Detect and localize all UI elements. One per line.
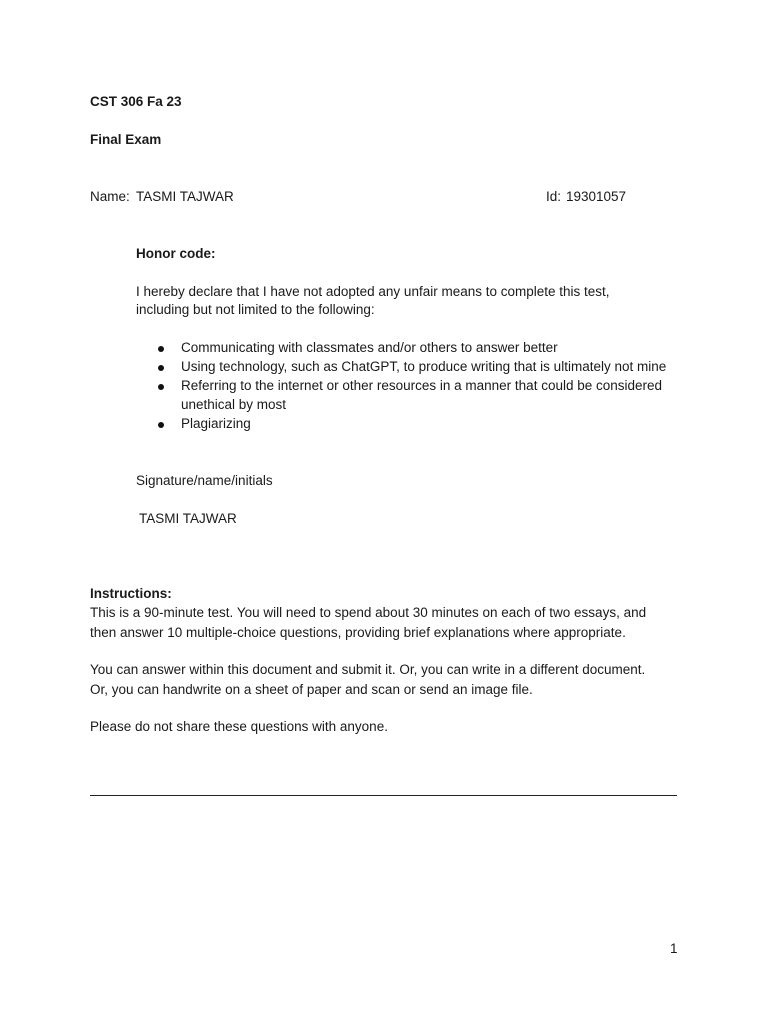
id-value: 19301057 — [566, 189, 627, 204]
instructions-heading: Instructions: — [90, 586, 172, 601]
honor-bullet-3: Referring to the internet or other resources in a manner that could be considered — [181, 378, 663, 393]
horizontal-divider — [90, 795, 677, 796]
course-code: CST 306 Fa 23 — [90, 94, 182, 109]
honor-bullet-2: Using technology, such as ChatGPT, to produce writing that is ultimately not mine — [181, 359, 667, 374]
honor-bullet-1: Communicating with classmates and/or others to answer better — [181, 340, 558, 355]
instructions-para-1-line-2: then answer 10 multiple-choice questions, providing brief explanations where appropriate. — [90, 625, 626, 640]
instructions-para-2-line-2: Or, you can handwrite on a sheet of paper and scan or send an image file. — [90, 682, 533, 697]
exam-title: Final Exam — [90, 132, 162, 147]
bullet-icon — [158, 422, 164, 428]
bullet-icon — [158, 365, 164, 371]
signature-label: Signature/name/initials — [136, 473, 273, 488]
honor-declaration-line-1: I hereby declare that I have not adopted any unfair means to complete this test, — [136, 284, 610, 299]
honor-declaration-line-2: including but not limited to the following: — [136, 302, 375, 317]
instructions-para-1-line-1: This is a 90-minute test. You will need to spend about 30 minutes on each of two essays, and — [90, 605, 647, 620]
bullet-icon — [158, 384, 164, 390]
signature-value: TASMI TAJWAR — [139, 511, 237, 526]
page-number: 1 — [670, 941, 678, 956]
name-value: TASMI TAJWAR — [136, 189, 234, 204]
name-label: Name: — [90, 189, 130, 204]
honor-bullet-3-cont: unethical by most — [181, 397, 287, 412]
honor-bullet-4: Plagiarizing — [181, 416, 251, 431]
instructions-para-2-line-1: You can answer within this document and submit it. Or, you can write in a different document. — [90, 662, 646, 677]
honor-code-heading: Honor code: — [136, 246, 216, 261]
instructions-para-3: Please do not share these questions with anyone. — [90, 719, 388, 734]
bullet-icon — [158, 346, 164, 352]
id-label: Id: — [546, 189, 562, 204]
